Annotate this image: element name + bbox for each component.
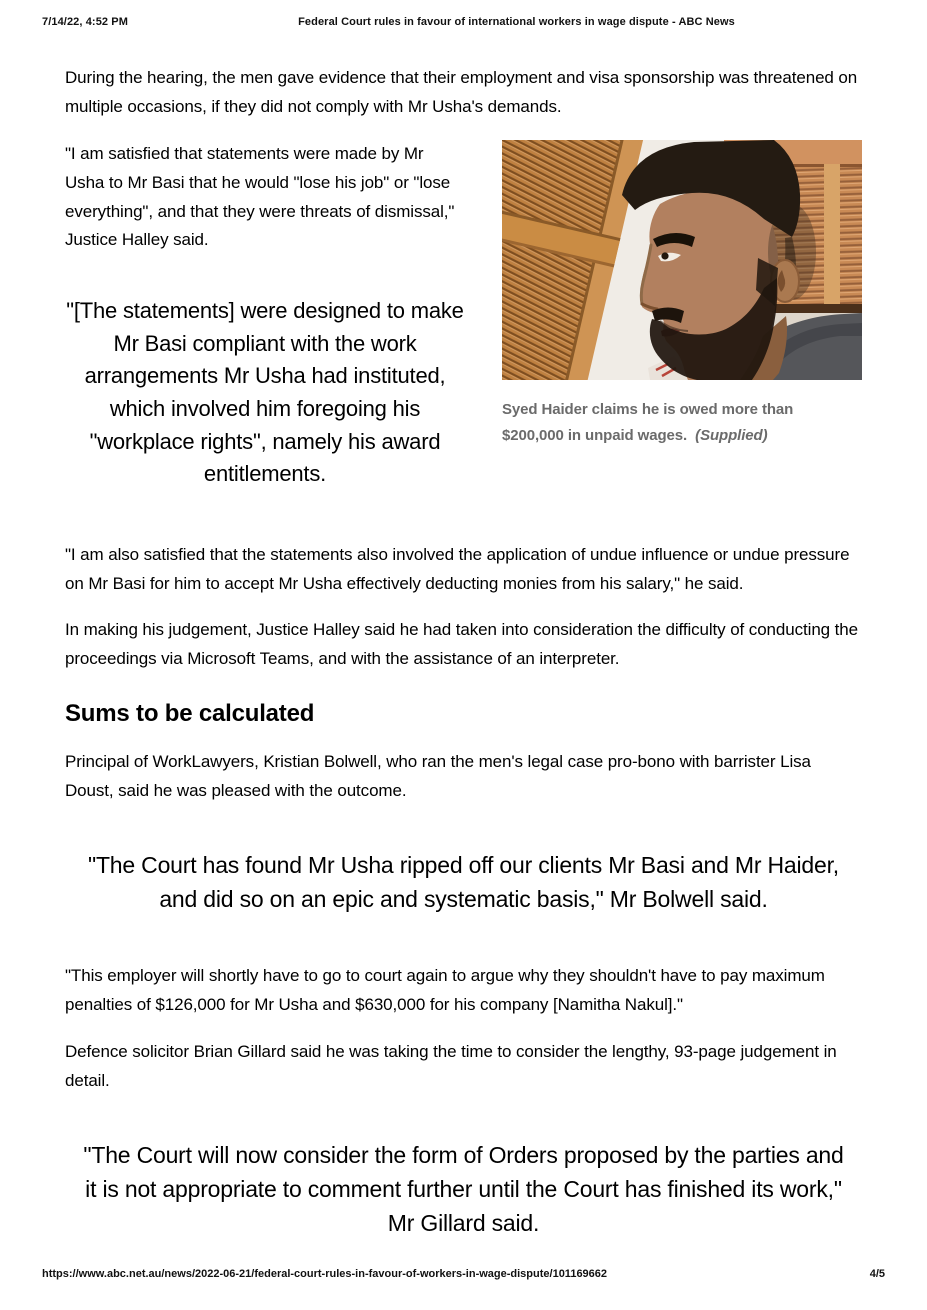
pull-quote-statements-designed: "[The statements] were designed to make Mr Basi compliant with the work arrangements Mr Usha had instituted, which involved him foregoing his "workplace rights", namely his award entitlements. [66, 298, 464, 487]
paragraph-worklawyers: Principal of WorkLawyers, Kristian Bolwell, who ran the men's legal case pro-bono with barrister Lisa Doust, said he was pleased with the outcome. [65, 752, 811, 801]
paragraph-satisfied-statements: "I am satisfied that statements were made by Mr Usha to Mr Basi that he would "lose his job" or "lose everything", and that they were threats of dismissal," Justice Halley said. [65, 143, 455, 250]
photo-caption [502, 397, 852, 449]
print-datetime: 7/14/22, 4:52 PM [42, 16, 128, 28]
section-heading-sums: Sums to be calculated [65, 700, 315, 728]
text-column [65, 140, 465, 491]
paragraph-microsoft-teams: In making his judgement, Justice Halley said he had taken into consideration the difficulty of conducting the proceedings via Microsoft Teams, and with the assistance of an interpreter. [65, 620, 858, 669]
article-content [0, 64, 927, 1282]
print-header [42, 16, 885, 28]
paragraph-undue-influence: "I am also satisfied that the statements also involved the application of undue influence or undue pressure on Mr Basi for him to accept Mr Usha effectively deducting monies from his salary," he said. [65, 544, 850, 593]
article-photo [502, 140, 862, 380]
photo-illustration [502, 140, 862, 380]
print-footer [42, 1268, 885, 1280]
pull-quote-ripped-off: "The Court has found Mr Usha ripped off our clients Mr Basi and Mr Haider, and did so on an epic and systematic basis," Mr Bolwell said. [87, 851, 839, 912]
photo-credit: (Supplied) [695, 426, 768, 444]
print-url: https://www.abc.net.au/news/2022-06-21/federal-court-rules-in-favour-of-workers-in-wage-dispute/101169662 [42, 1268, 608, 1280]
paragraph-hearing-evidence: During the hearing, the men gave evidence that their employment and visa sponsorship was threatened on multiple occasions, if they did not comply with Mr Usha's demands. [65, 68, 858, 116]
pull-quote-court-orders: "The Court will now consider the form of Orders proposed by the parties and it is not appropriate to comment further until the Court has finished its work," Mr Gillard said. [83, 1141, 844, 1236]
print-title: Federal Court rules in favour of international workers in wage dispute - ABC News [298, 16, 735, 28]
paragraph-penalties: "This employer will shortly have to go to court again to argue why they shouldn't have to pay maximum penalties of $126,000 for Mr Usha and $630,000 for his company [Namitha Nakul]." [65, 966, 825, 1014]
paragraph-defence-solicitor: Defence solicitor Brian Gillard said he was taking the time to consider the lengthy, 93-page judgement in detail. [65, 1041, 837, 1090]
print-page-number: 4/5 [869, 1268, 885, 1280]
media-row [65, 140, 862, 491]
article-figure [502, 140, 862, 449]
photo-caption-text: Syed Haider claims he is owed more than $200,000 in unpaid wages. [502, 400, 794, 444]
